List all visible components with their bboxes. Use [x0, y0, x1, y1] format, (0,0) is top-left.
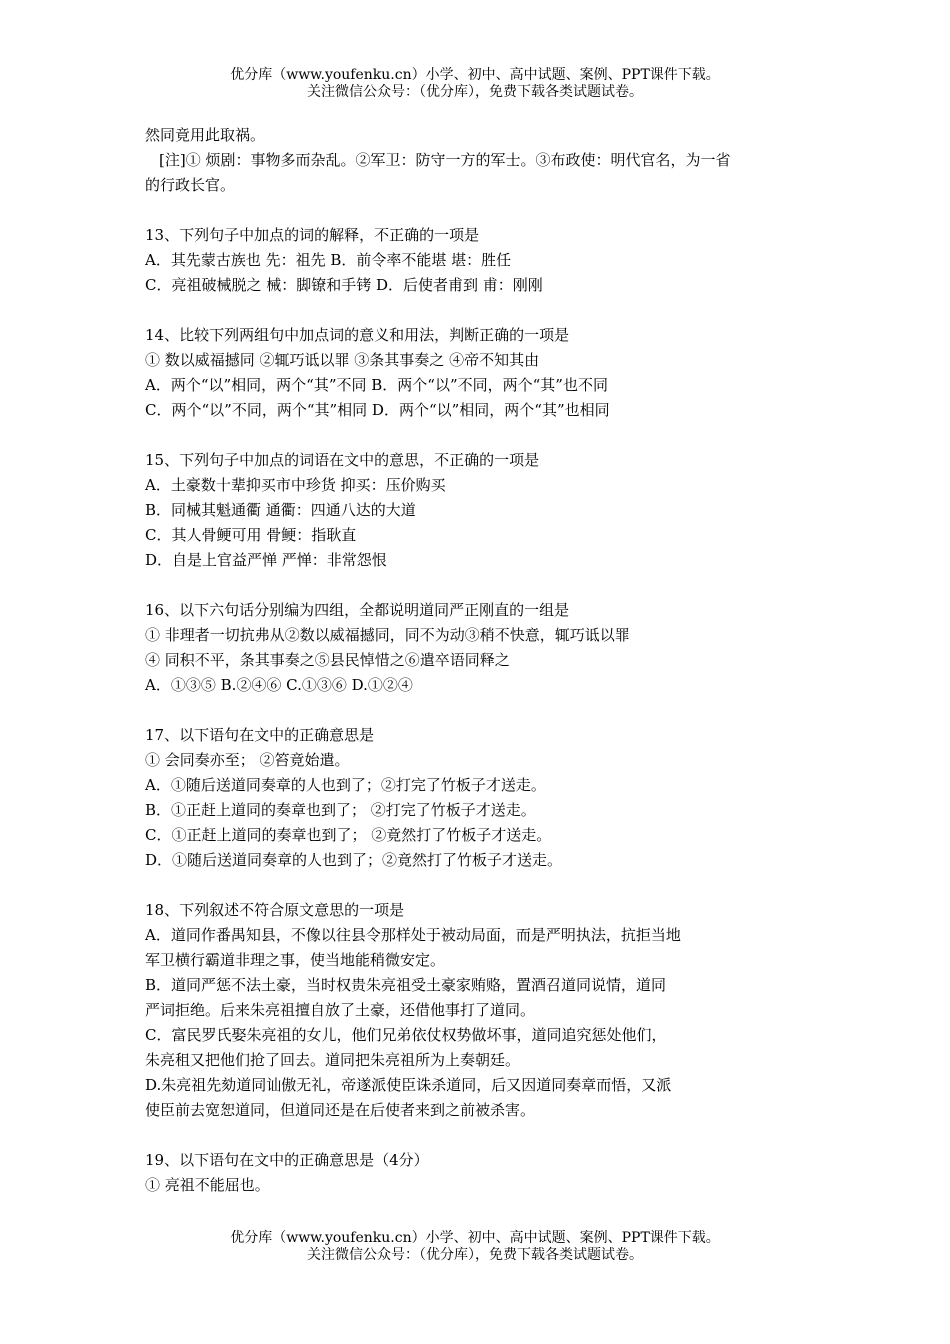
question-19-stem: 19、以下语句在文中的正确意思是（4分） [145, 1151, 429, 1169]
question-18 [145, 898, 825, 1123]
question-13-options-cd: C．亮祖破械脱之 械：脚镣和手铐 D．后使者甫到 甫：刚刚 [145, 276, 543, 294]
question-18-stem: 18、下列叙述不符合原文意思的一项是 [145, 901, 405, 919]
question-14-stem: 14、比较下列两组句中加点词的意义和用法，判断正确的一项是 [145, 326, 570, 344]
question-16-options: A．①③⑤ B.②④⑥ C.①③⑥ D.①②④ [145, 676, 413, 694]
question-18-option-d-line-1: D.朱亮祖先劾道同讪傲无礼，帝遂派使臣诛杀道同，后又因道同奏章而悟，又派 [145, 1076, 672, 1094]
footer-line-2: 关注微信公众号：（优分库），免费下载各类试题试卷。 [307, 1247, 643, 1263]
question-15-option-b: B．同械其魁通衢 通衢：四通八达的大道 [145, 501, 416, 519]
note-line-1: [注]① 烦剧：事物多而杂乱。②军卫：防守一方的军士。③布政使：明代官名，为一省 [159, 151, 731, 169]
question-15-option-c: C．其人骨鲠可用 骨鲠：指耿直 [145, 526, 357, 544]
question-15-option-a: A．土豪数十辈抑买市中珍货 抑买：压价购买 [145, 476, 446, 494]
question-13-stem: 13、下列句子中加点的词的解释，不正确的一项是 [145, 226, 480, 244]
question-13-options-ab: A．其先蒙古族也 先：祖先 B．前令率不能堪 堪：胜任 [145, 251, 512, 269]
question-17-option-d: D．①随后送道同奏章的人也到了；②竟然打了竹板子才送走。 [145, 851, 563, 869]
question-19-sentence: ① 亮祖不能屈也。 [145, 1176, 270, 1194]
question-18-option-a-line-2: 军卫横行霸道非理之事，使当地能稍微安定。 [145, 951, 446, 969]
page-footer [0, 1230, 950, 1264]
question-14-options-ab: A．两个“以”相同，两个“其”不同 B．两个“以”不同，两个“其”也不同 [145, 376, 608, 394]
question-17-option-a: A．①随后送道同奏章的人也到了；②打完了竹板子才送走。 [145, 776, 546, 794]
question-16-sentences-2: ④ 同积不平，条其事奏之⑤县民悼惜之⑥遣卒语同释之 [145, 651, 510, 669]
question-14 [145, 323, 825, 423]
question-17-stem: 17、以下语句在文中的正确意思是 [145, 726, 375, 744]
question-15-stem: 15、下列句子中加点的词语在文中的意思，不正确的一项是 [145, 451, 540, 469]
question-15-option-d: D．自是上官益严惮 严惮：非常怨恨 [145, 551, 387, 569]
footer-line-1: 优分库（www.youfenku.cn）小学、初中、高中试题、案例、PPT课件下载。 [230, 1230, 720, 1246]
question-18-option-a-line-1: A．道同作番禺知县，不像以往县令那样处于被动局面，而是严明执法，抗拒当地 [145, 926, 681, 944]
question-18-option-b-line-1: B．道同严惩不法土豪，当时权贵朱亮祖受土豪家贿赂，置酒召道同说情，道同 [145, 976, 667, 994]
question-16-stem: 16、以下六句话分别编为四组，全都说明道同严正刚直的一组是 [145, 601, 570, 619]
document-body [145, 123, 825, 1198]
question-18-option-b-line-2: 严词拒绝。后来朱亮祖擅自放了土豪，还借他事打了道同。 [145, 1001, 536, 1019]
question-16-sentences-1: ① 非理者一切抗弗从②数以威福撼同，同不为动③稍不快意，辄巧诋以罪 [145, 626, 630, 644]
question-14-sentences: ① 数以威福撼同 ②辄巧诋以罪 ③条其事奏之 ④帝不知其由 [145, 351, 540, 369]
header-line-2: 关注微信公众号：（优分库），免费下载各类试题试卷。 [307, 84, 643, 100]
question-17 [145, 723, 825, 873]
question-17-option-b: B．①正赶上道同的奏章也到了； ②打完了竹板子才送走。 [145, 801, 536, 819]
question-17-option-c: C．①正赶上道同的奏章也到了； ②竟然打了竹板子才送走。 [145, 826, 552, 844]
intro-text: 然同竟用此取祸。 [145, 126, 266, 144]
question-18-option-c-line-1: C．富民罗氏娶朱亮祖的女儿，他们兄弟依仗权势做坏事，道同追究惩处他们， [145, 1026, 667, 1044]
question-16 [145, 598, 825, 698]
question-19 [145, 1148, 825, 1198]
question-13 [145, 223, 825, 298]
page-header [0, 67, 950, 101]
question-18-option-c-line-2: 朱亮租又把他们抢了回去。道同把朱亮祖所为上奏朝廷。 [145, 1051, 521, 1069]
header-line-1: 优分库（www.youfenku.cn）小学、初中、高中试题、案例、PPT课件下载。 [230, 67, 720, 83]
note-line-2: 的行政长官。 [145, 176, 236, 194]
question-18-option-d-line-2: 使臣前去宽恕道同，但道同还是在后使者来到之前被杀害。 [145, 1101, 536, 1119]
question-15 [145, 448, 825, 573]
question-14-options-cd: C．两个“以”不同，两个“其”相同 D．两个“以”相同，两个“其”也相同 [145, 401, 610, 419]
question-17-sentences: ① 会同奏亦至； ②笞竟始遣。 [145, 751, 350, 769]
